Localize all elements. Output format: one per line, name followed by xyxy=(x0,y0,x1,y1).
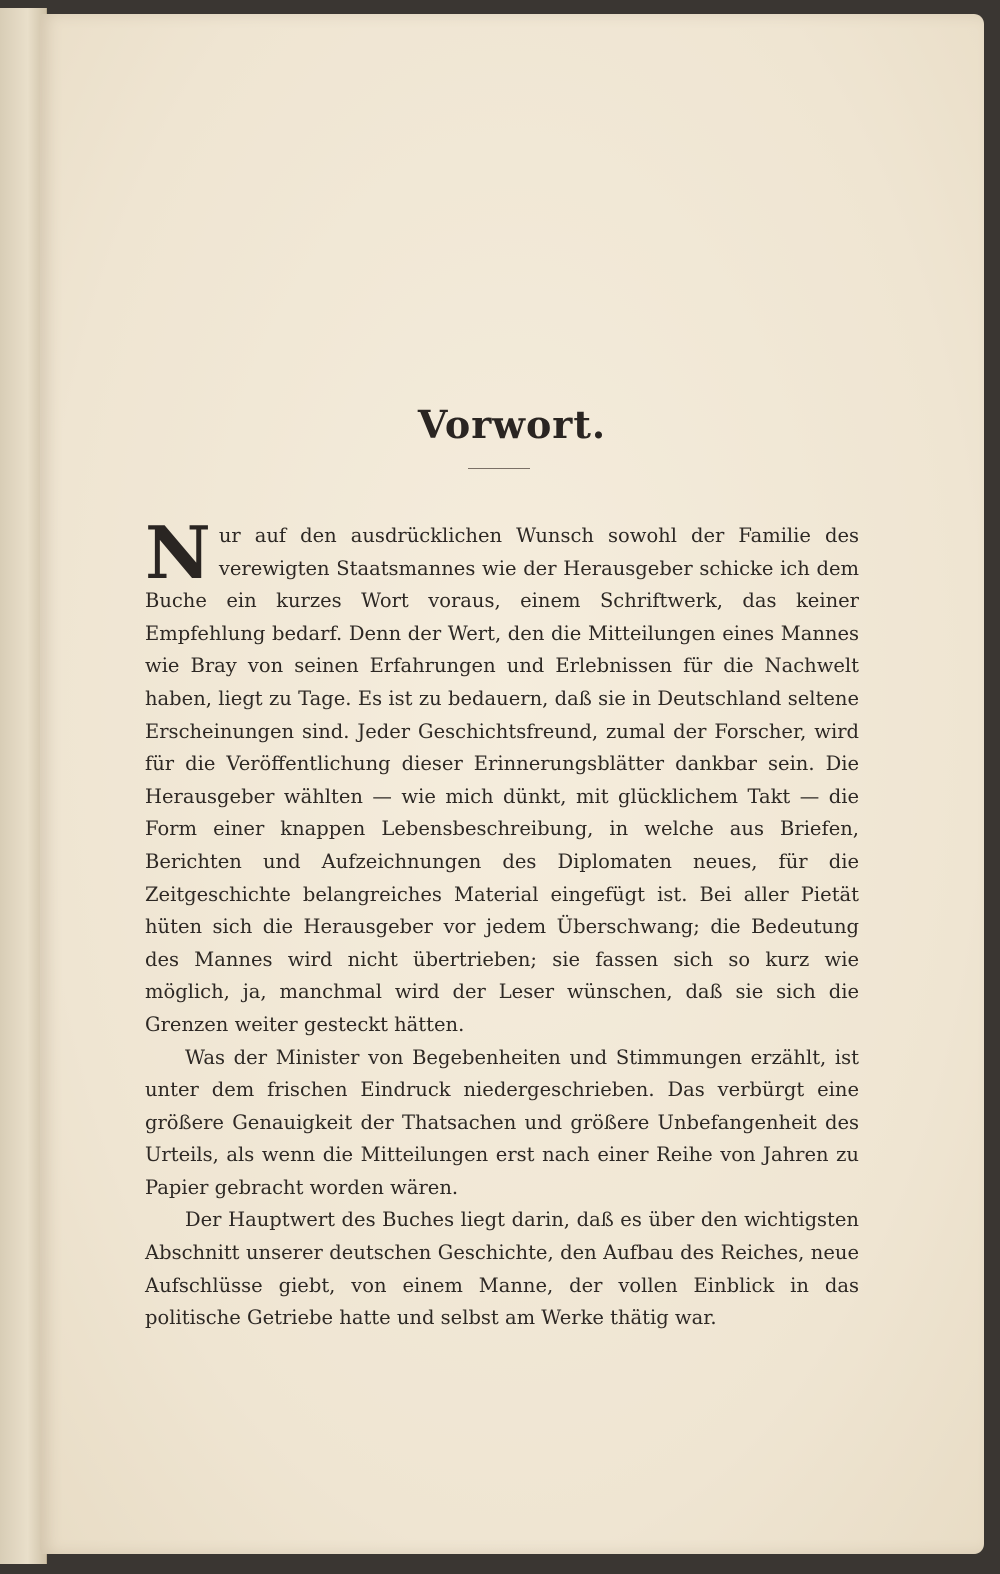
page-title: Vorwort. xyxy=(417,402,607,447)
paragraph-1 xyxy=(145,510,859,1042)
title-divider xyxy=(468,468,530,469)
body-text xyxy=(145,510,859,1335)
book-page xyxy=(40,14,984,1554)
drop-cap-initial: N xyxy=(145,510,211,595)
paragraph-3: Der Hauptwert des Buches liegt darin, daß es über den wichtigsten Abschnitt unserer deutschen Geschichte, den Aufbau des Reiches, neue Aufschlüsse giebt, von einem Manne, der vollen Einblick in das politische Getriebe hatte und selbst am Werke thätig war. xyxy=(145,1208,859,1330)
paragraph-1-text: ur auf den ausdrücklichen Wunsch sowohl der Familie des verewigten Staatsmannes wie der Herausgeber schicke ich dem Buche ein kurzes Wort voraus, einem Schriftwerk, das keiner Empfehlung bedarf. Denn der Wert, den die Mitteilungen eines Mannes wie Bray von seinen Erfahrungen und Erlebnissen für die Nachwelt haben, liegt zu Tage. Es ist zu bedauern, daß sie in Deutschland seltene Erscheinungen sind. Jeder Geschichtsfreund, zumal der Forscher, wird für die Veröffentlichung dieser Erinnerungsblätter dankbar sein. Die Herausgeber wählten — wie mich dünkt, mit glücklichem Takt — die Form einer knappen Lebensbeschreibung, in welche aus Briefen, Berichten und Aufzeichnungen des Diplomaten neues, für die Zeitgeschichte belangreiches Material eingefügt ist. Bei aller Pietät hüten sich die Herausgeber vor jedem Überschwang; die Bedeutung des Mannes wird nicht übertrieben; sie fassen sich so kurz wie möglich, ja, manchmal wird der Leser wünschen, daß sie sich die Grenzen weiter gesteckt hätten. xyxy=(145,524,859,1036)
paragraph-2: Was der Minister von Begebenheiten und Stimmungen erzählt, ist unter dem frischen Eindruck niedergeschrieben. Das verbürgt eine größere Genauigkeit der Thatsachen und größere Unbefangenheit des Urteils, als wenn die Mitteilungen erst nach einer Reihe von Jahren zu Papier gebracht worden wären. xyxy=(145,1045,859,1199)
